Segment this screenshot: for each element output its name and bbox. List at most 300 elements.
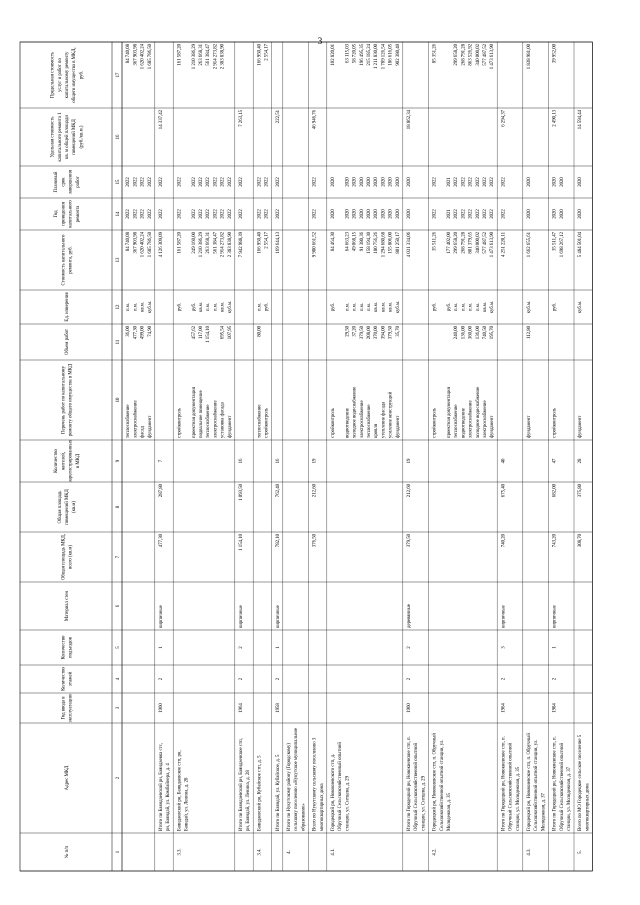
- table-cell-addr: Итого по Баяндаевский рн, Баяндаевка стс,: [159, 742, 164, 831]
- table-cell-addr: Обручный Сельскохозяйственной опытной: [414, 742, 420, 831]
- table-cell-no: 3.3.: [177, 848, 183, 856]
- table-cell-yr: 2020: [345, 209, 351, 219]
- table-cell-vol: 370,00: [374, 326, 380, 340]
- table-cell-year: 1958: [275, 703, 281, 713]
- table-cell-vol: 74,90: [147, 326, 153, 337]
- table-cell-limit: 2 554,17: [264, 44, 270, 61]
- table-cell-mat: кирпичные: [552, 605, 558, 628]
- column-number: 13: [116, 257, 121, 263]
- header-cell-text: помещений МКД: [65, 489, 70, 525]
- table-cell-end: 2022: [199, 177, 204, 187]
- table-cell-area: 782,10: [275, 534, 281, 548]
- table-cell-mat: кирпичные: [275, 605, 281, 628]
- header-cell-text: Год ввода в: [61, 696, 67, 720]
- table-cell-work: теплоснабжение: [454, 404, 460, 438]
- column-number: 17: [116, 72, 121, 78]
- table-cell-vol: 195,70: [490, 326, 496, 340]
- table-cell-ppl: 19: [407, 458, 412, 464]
- table-cell-spec: 14 337,42: [159, 110, 164, 130]
- header-cell-text: капитального ремонта 1: [57, 112, 63, 162]
- header-cell-text: Количество: [54, 449, 60, 473]
- table-cell-entr: 1: [552, 646, 558, 649]
- table-cell-cost: 2 383 838,90: [227, 232, 233, 258]
- table-cell-cost: 169 644,13: [275, 232, 281, 254]
- table-cell-yr: 2022: [140, 209, 146, 219]
- table-cell-vol: 379,50: [359, 326, 365, 340]
- table-cell-unit: п.м.: [468, 302, 474, 312]
- table-cell-cost: 4 031 334,06: [407, 232, 412, 258]
- table-cell-work: теплоснабжение: [126, 404, 132, 438]
- table-cell-yr: 2022: [432, 209, 438, 219]
- table-cell-area2: 682,00: [552, 484, 558, 498]
- table-cell-work: водоотведение: [461, 408, 467, 438]
- table-cell-limit: 2 383 838,90: [220, 44, 226, 70]
- table-cell-limit: 268 791,28: [461, 44, 467, 66]
- table-cell-end: 2020: [359, 177, 365, 187]
- table-cell-no: 4.: [287, 850, 292, 854]
- table-cell-unit: куб.м.: [395, 300, 401, 314]
- table-cell-cost: 84 740,08: [126, 232, 132, 252]
- table-cell-yr: 2022: [483, 209, 488, 219]
- table-cell-floors: 2: [407, 677, 412, 681]
- header-cell-text: зарегистрированных: [68, 439, 74, 483]
- table-cell-limit: 1 210 386,29: [191, 44, 197, 70]
- table-cell-yr: 2022: [206, 209, 212, 219]
- table-cell-yr: 2020: [331, 209, 336, 219]
- table-cell-yr: 2022: [220, 209, 226, 219]
- column-number: 15: [116, 179, 121, 185]
- table-cell-yr: 2022: [275, 209, 281, 219]
- table-cell-unit: руб.: [177, 302, 183, 312]
- table-cell-yr: 2020: [552, 209, 558, 219]
- column-number: 4: [116, 677, 121, 681]
- table-cell-cost: 801 250,17: [395, 232, 401, 254]
- table-cell-vol: 740,50: [483, 326, 488, 340]
- header-cell-text: Общая площадь: [57, 490, 63, 524]
- table-cell-limit: 1 211 830,00: [374, 44, 380, 70]
- table-cell-end: 2020: [559, 177, 565, 187]
- table-cell-limit: 102 820,01: [331, 44, 336, 66]
- header-cell-text: Год: [54, 210, 60, 218]
- table-cell-vol: 35,70: [395, 326, 401, 337]
- table-cell-yr: 2020: [352, 209, 358, 219]
- table-cell-cost: 561 384,47: [213, 232, 219, 254]
- table-cell-end: 2020: [527, 177, 532, 187]
- table-cell-spec: 7 263,15: [239, 110, 244, 127]
- table-cell-area2: 375,80: [578, 484, 584, 498]
- table-cell-end: 2022: [133, 177, 139, 187]
- table-cell-cost: 166 950,40: [257, 232, 263, 254]
- table-cell-area: 740,20: [501, 534, 507, 548]
- table-cell-year: 1964: [239, 703, 244, 713]
- table-cell-addr: Всего по Нукутскому сельскому поселению 3: [312, 737, 318, 831]
- table-cell-addr: Баяндаевский рн, Кубайское стп, д. 5: [257, 755, 263, 831]
- table-cell-addr: Молодежная, д. 35: [447, 793, 452, 831]
- header-cell-text: Перечень работ по капитальному: [61, 366, 67, 434]
- table-cell-yr: 2020: [367, 209, 372, 219]
- table-cell-unit: кв.м.: [381, 301, 387, 313]
- header-cell-text: Количество: [61, 667, 67, 691]
- table-cell-addr: Итого по Городецкий рн, Новокиевское стп, п.: [407, 736, 412, 831]
- table-cell-unit: руб.: [552, 302, 558, 312]
- column-number: 5: [116, 646, 121, 649]
- table-cell-work: фасад: [140, 426, 146, 438]
- table-cell-unit: п.м.: [213, 302, 219, 312]
- table-cell-limit: 63 115,03: [345, 44, 351, 64]
- table-cell-area: 743,20: [552, 534, 558, 548]
- table-cell-cost: 4 126 309,09: [159, 232, 164, 258]
- table-cell-end: 2020: [407, 177, 412, 187]
- table-cell-addr: Баяндаевский рн, Баяндаевское стп, рн,: [177, 750, 183, 831]
- table-cell-yr: 2022: [147, 209, 153, 219]
- column-number: 8: [116, 505, 121, 509]
- header-cell-text: ремонта: [75, 205, 81, 223]
- table-cell-limit: 1 473 613,90: [490, 44, 496, 70]
- table-cell-work: теплоснабжение: [367, 404, 372, 438]
- table-cell-addr: сельскому поселению «Нукутское муниципальное: [294, 727, 300, 831]
- table-cell-yr: 2020: [374, 209, 380, 219]
- table-cell-work: фундамент: [395, 415, 401, 438]
- header-cell-text: подъездов: [68, 637, 74, 658]
- table-cell-addr: Итого по Баяндаевский рн, Баяндаевское стп,: [239, 738, 244, 831]
- table-cell-work: подвальное помещение: [199, 390, 204, 438]
- table-cell-work: фундамент: [147, 415, 153, 438]
- table-cell-unit: кв.м.: [374, 301, 380, 313]
- table-cell-end: 2022: [140, 177, 146, 187]
- table-cell-no: 5.: [578, 850, 584, 854]
- table-cell-end: 2022: [483, 177, 488, 187]
- table-cell-yr: 2020: [407, 209, 412, 219]
- table-cell-end: 2022: [220, 177, 226, 187]
- table-cell-work: электроснабжение: [468, 400, 474, 438]
- header-cell-text: завершения: [68, 170, 74, 194]
- table-cell-vol: 107,95: [227, 326, 233, 340]
- header-cell-text: всего (кв.м): [68, 544, 74, 570]
- table-cell-unit: п.м.: [345, 302, 351, 312]
- table-cell-yr: 2022: [213, 209, 219, 219]
- table-cell-unit: п.м.: [257, 302, 263, 312]
- table-cell-limit: 2 914 273,82: [213, 44, 219, 70]
- column-number: 10: [116, 397, 121, 403]
- table-cell-ppl: 16: [239, 458, 244, 464]
- table-cell-addr: рн, Баяндай, ул. Комбайнера, д. 4: [166, 763, 172, 831]
- table-cell-area: 477,30: [159, 534, 164, 548]
- table-cell-yr: 2020: [527, 209, 532, 219]
- table-cell-vol: 360,00: [468, 326, 474, 340]
- table-cell-work: усиление конструкций: [388, 391, 394, 438]
- header-cell-text: руб.: [79, 70, 85, 80]
- table-cell-unit: кв.м.: [220, 301, 226, 313]
- table-cell-spec: 2 490,13: [552, 110, 558, 127]
- table-cell-yr: 2022: [264, 209, 270, 219]
- table-cell-addr: Сельскохозяйственной опытной станции, ул.: [439, 739, 445, 831]
- table-cell-work: электроснабжение: [483, 400, 488, 438]
- header-cell-text: № п/п: [65, 845, 70, 859]
- column-number: 16: [116, 134, 121, 140]
- table-cell-vol: 136,00: [475, 326, 481, 340]
- table-cell-spec: 46 946,76: [312, 110, 318, 130]
- table-cell-cost: 1 698 267,12: [559, 232, 565, 258]
- table-cell-cost: 2 914 273,82: [220, 232, 226, 258]
- table-cell-end: 2022: [227, 177, 233, 187]
- header-cell-text: помещений МКД: [72, 119, 78, 155]
- table-cell-end: 2022: [159, 177, 164, 187]
- table-cell-mat: кирпичные: [239, 605, 244, 628]
- table-cell-addr: Обручный Сельскохозяйственной опытной: [508, 742, 514, 831]
- table-cell-end: 2022: [475, 177, 481, 187]
- table-cell-addr: Всего по МО Городецкое сельское поселение 5: [578, 734, 584, 831]
- table-cell-area2: 212,60: [407, 484, 412, 498]
- table-cell-addr: Молодежная, д. 37: [541, 793, 547, 831]
- table-cell-cost: 155 806,00: [388, 232, 394, 254]
- table-cell-end: 2022: [468, 177, 474, 187]
- table-cell-cost: 268 791,28: [461, 232, 467, 254]
- table-cell-yr: 2022: [475, 209, 481, 219]
- table-cell-end: 2022: [461, 177, 467, 187]
- table-cell-cost: 7 942 988,39: [239, 232, 244, 258]
- table-cell-yr: 2022: [159, 209, 164, 219]
- table-cell-work: холодное водоснабжение: [352, 386, 358, 438]
- table-cell-unit: п.м.: [367, 302, 372, 312]
- table-cell-limit: 39 952,00: [552, 44, 558, 64]
- table-cell-addr: Баяндай, ул. Ленина, д. 28: [184, 777, 190, 831]
- table-cell-yr: 2022: [191, 209, 197, 219]
- table-cell-unit: кв.м.: [140, 301, 146, 313]
- table-cell-area2: 1 093,50: [239, 484, 244, 501]
- table-cell-cost: 367 903,98: [133, 232, 139, 254]
- table-cell-end: 2020: [374, 177, 380, 187]
- table-cell-cost: 1 210 386,29: [199, 232, 204, 258]
- table-cell-end: 2020: [381, 177, 387, 187]
- table-cell-work: проектная документация: [191, 387, 197, 438]
- table-cell-addr: станции, ул. Ситцева, д. 29: [345, 776, 351, 831]
- table-cell-limit: 1 838 981,00: [527, 44, 532, 70]
- header-cell-text: ремонта, руб.: [68, 246, 74, 274]
- table-cell-area: 379,50: [407, 534, 412, 548]
- table-cell-limit: 84 740,08: [126, 44, 132, 64]
- table-cell-vol: 477,30: [133, 326, 139, 340]
- table-cell-work: кровля: [374, 424, 380, 438]
- table-cell-yr: 2020: [388, 209, 394, 219]
- table-cell-work: стройконтроль: [432, 407, 438, 438]
- table-cell-unit: п.м.: [359, 302, 365, 312]
- table-cell-work: стройконтроль: [177, 407, 183, 438]
- table-cell-vol: 117,00: [199, 326, 204, 340]
- table-cell-yr: 2022: [126, 209, 132, 219]
- table-cell-yr: 2022: [501, 209, 507, 219]
- table-cell-work: стройконтроль: [331, 407, 336, 438]
- header-cell-text: срок: [61, 177, 67, 187]
- table-cell-end: 2022: [275, 177, 281, 187]
- table-cell-yr: 2022: [490, 209, 496, 219]
- table-cell-no: 4.3.: [527, 848, 532, 856]
- table-cell-end: 2022: [177, 177, 183, 187]
- table-cell-limit: 1 685 786,50: [147, 44, 153, 70]
- table-cell-cost: 35 511,47: [552, 232, 558, 252]
- table-cell-entr: 2: [239, 646, 244, 649]
- header-cell-text: кв. м общей площади: [65, 115, 70, 159]
- table-cell-vol: 379,50: [388, 326, 394, 340]
- table-cell-cost: 299 658,20: [454, 232, 460, 254]
- table-cell-vol: 394,00: [381, 326, 387, 340]
- table-cell-addr: Сельскохозяйственной опытной станции, ул.: [534, 739, 540, 831]
- header-cell-text: Объем работ: [65, 328, 70, 356]
- table-cell-entr: 3: [501, 646, 507, 649]
- table-cell-end: 2020: [367, 177, 372, 187]
- table-cell-floors: 2: [159, 677, 164, 681]
- table-cell-cost: 5 484 501,04: [578, 232, 584, 258]
- table-cell-floors: 2: [501, 677, 507, 681]
- table-cell-yr: 2022: [312, 209, 318, 219]
- table-cell-ppl: 16: [275, 458, 281, 464]
- column-number: 1: [116, 850, 121, 854]
- table-cell-addr: Городецкий рн, Новокиевское стп, п. Обручный: [527, 733, 532, 831]
- table-cell-yr: 2022: [239, 209, 244, 219]
- table-cell-vol: 36,00: [126, 326, 132, 337]
- table-cell-no: 4.2.: [432, 848, 438, 856]
- table-cell-limit: 299 658,20: [454, 44, 460, 66]
- table-cell-end: 2022: [312, 177, 318, 187]
- table-cell-unit: п.м.: [133, 302, 139, 312]
- table-cell-addr: станции, ул. Молодежная, д. 37: [567, 766, 572, 831]
- table-cell-end: 2022: [432, 177, 438, 187]
- table-cell-ppl: 28: [578, 458, 584, 464]
- table-cell-work: установка фасада: [220, 402, 226, 438]
- table-cell-limit: 215 185,24: [367, 44, 372, 66]
- table-cell-cost: 1 473 613,90: [490, 232, 496, 258]
- table-cell-floors: 2: [275, 677, 281, 681]
- table-cell-spec: 6 294,37: [501, 110, 507, 127]
- table-cell-vol: 29,50: [345, 326, 351, 337]
- table-cell-work: проектная документация: [447, 387, 452, 438]
- table-cell-vol: 1 154,10: [206, 326, 212, 343]
- header-cell-text: общего имущества в МКД,: [72, 47, 78, 103]
- table-cell-end: 2022: [257, 177, 263, 187]
- capital-repair-table: [10, 25, 622, 885]
- table-cell-cost: 340 000,02: [475, 232, 481, 254]
- table-cell-unit: кв.м.: [199, 301, 204, 313]
- table-cell-cost: 35 511,26: [432, 232, 438, 252]
- table-cell-cost: 49 068,15: [352, 232, 358, 252]
- table-cell-limit: 85 351,26: [432, 44, 438, 64]
- table-cell-unit: руб.: [331, 302, 336, 312]
- table-cell-vol: 136,00: [461, 326, 467, 340]
- table-cell-year: 1964: [501, 703, 507, 713]
- table-cell-yr: 2022: [199, 209, 204, 219]
- table-cell-cost: 180 756,26: [374, 232, 380, 254]
- table-cell-yr: 2022: [133, 209, 139, 219]
- table-cell-cost: 801 379,65: [468, 232, 474, 254]
- table-cell-yr: 2020: [381, 209, 387, 219]
- table-cell-addr: Обручный Сельскохозяйственный опытной: [338, 742, 344, 831]
- column-number: 9: [116, 459, 121, 463]
- table-cell-cost: 249 160,00: [191, 232, 197, 254]
- table-cell-end: 2020: [331, 177, 336, 187]
- header-cell-text: Стоимость капитального: [61, 234, 67, 286]
- table-cell-entr: 1: [159, 646, 164, 649]
- table-cell-cost: 9 980 661,52: [312, 232, 318, 258]
- table-cell-work: утепление фасада: [381, 401, 387, 438]
- table-cell-end: 2022: [206, 177, 212, 187]
- table-cell-cost: 177 402,00: [447, 232, 452, 254]
- header-cell-text: работ: [75, 176, 81, 188]
- table-cell-floors: 2: [239, 677, 244, 681]
- table-cell-end: 2020: [395, 177, 401, 187]
- header-cell-text: Адрес МКД: [65, 765, 70, 791]
- table-cell-unit: п.м.: [454, 302, 460, 312]
- header-cell-text: Общая площадь МКД,: [61, 533, 67, 581]
- table-cell-area2: 762,40: [275, 484, 281, 498]
- column-number: 7: [116, 555, 121, 559]
- table-cell-limit: 263 668,31: [199, 44, 204, 66]
- table-cell-work: электроснабжение: [213, 400, 219, 438]
- table-cell-limit: 367 903,98: [133, 44, 139, 66]
- header-cell-text: эксплуатацию: [68, 693, 74, 723]
- table-cell-end: 2020: [345, 177, 351, 187]
- table-cell-ppl: 40: [501, 458, 507, 464]
- table-cell-cost: 2 554,17: [264, 232, 270, 249]
- table-cell-addr: Итого по Городецкий рн, Новокиевское стп, п.: [501, 736, 507, 831]
- table-cell-no: 3.4.: [257, 848, 263, 856]
- table-cell-area: 1 154,10: [239, 534, 244, 551]
- table-cell-end: 2022: [490, 177, 496, 187]
- table-cell-addr: многоквартирных дома: [319, 783, 325, 831]
- column-number: 14: [116, 211, 121, 217]
- table-cell-floors: 2: [552, 677, 558, 681]
- table-cell-limit: 902 380,40: [395, 44, 401, 66]
- header-cell-text: проведения: [61, 202, 67, 226]
- table-cell-unit: п.м.: [461, 302, 467, 312]
- header-cell-text: в МКД: [75, 453, 81, 469]
- table-cell-work: стройконтроль: [264, 407, 270, 438]
- table-cell-vol: 240,00: [454, 326, 460, 340]
- table-cell-cost: 1 620 402,24: [140, 232, 146, 258]
- table-cell-unit: п.м.: [352, 302, 358, 312]
- table-cell-work: водоотведение: [345, 408, 351, 438]
- table-cell-end: 2020: [352, 177, 358, 187]
- table-cell-entr: 1: [275, 646, 281, 649]
- table-cell-entr: 2: [407, 646, 412, 649]
- table-cell-year: 1984: [552, 703, 558, 713]
- column-number: 3: [116, 706, 121, 710]
- table-cell-no: 4.1.: [331, 848, 336, 856]
- table-cell-vol: 80,00: [257, 326, 263, 337]
- table-cell-end: 2020: [552, 177, 558, 187]
- table-cell-end: 2022: [454, 177, 460, 187]
- table-cell-vol: 695,54: [220, 326, 226, 340]
- table-cell-limit: 58 720,05: [352, 44, 358, 64]
- table-cell-yr: 2020: [359, 209, 365, 219]
- table-cell-work: фундамент: [490, 415, 496, 438]
- table-cell-end: 2020: [578, 177, 584, 187]
- column-number: 6: [116, 604, 121, 608]
- table-cell-yr: 2022: [468, 209, 474, 219]
- table-cell-unit: п.м.: [126, 302, 132, 312]
- table-cell-addr: Итого по Городецкий рн, Новокиевское стп, п.: [552, 736, 558, 831]
- table-cell-end: 2022: [239, 177, 244, 187]
- table-cell-end: 2020: [388, 177, 394, 187]
- table-cell-limit: 161 587,20: [177, 44, 183, 66]
- table-cell-vol: 112,80: [527, 326, 532, 340]
- table-cell-limit: 863 526,92: [468, 44, 474, 66]
- table-cell-area2: 675,40: [501, 484, 507, 498]
- table-cell-unit: куб.м.: [578, 300, 584, 314]
- table-cell-addr: станции, ул. Ситцева, д. 29: [421, 776, 427, 831]
- table-cell-end: 2022: [126, 177, 132, 187]
- table-cell-limit: 1 789 126,54: [381, 44, 387, 70]
- table-cell-yr: 2022: [461, 209, 467, 219]
- table-cell-work: электроснабжение: [133, 400, 139, 438]
